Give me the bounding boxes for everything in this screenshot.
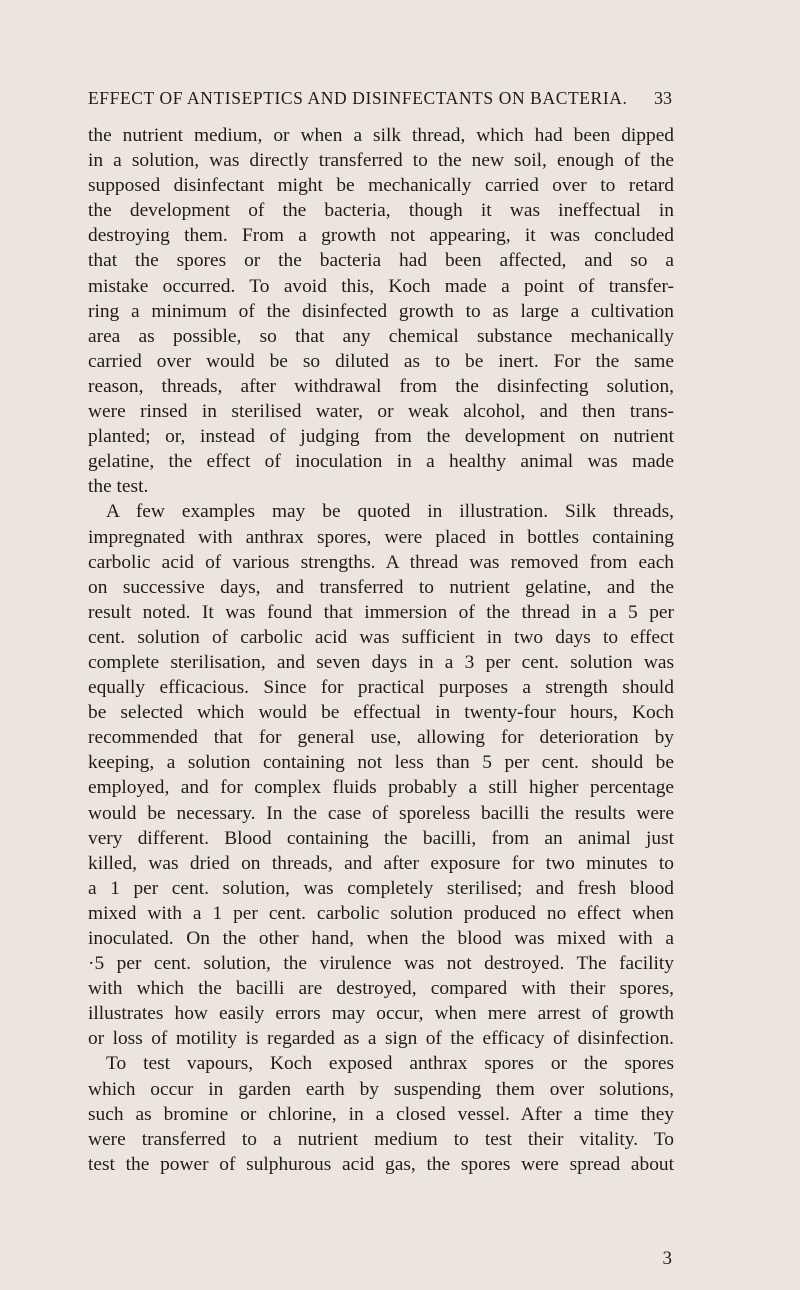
text-line: area as possible, so that any chemical substance mechanically: [88, 325, 674, 347]
text-line: the development of the bacteria, though it was ineffectual in: [88, 200, 674, 222]
text-line: ring a minimum of the disinfected growth to as large a cultivation: [88, 300, 674, 322]
text-line: reason, threads, after withdrawal from the disinfecting solution,: [88, 375, 674, 397]
text-line: planted; or, instead of judging from the development on nutrient: [88, 426, 674, 448]
text-line: be selected which would be effectual in twenty-four hours, Koch: [88, 702, 674, 724]
text-line: were transferred to a nutrient medium to test their vitality. To: [88, 1128, 674, 1150]
text-line: impregnated with anthrax spores, were placed in bottles containing: [88, 526, 674, 548]
text-line: which occur in garden earth by suspending them over solutions,: [88, 1078, 674, 1100]
text-line: ·5 per cent. solution, the virulence was not destroyed. The facility: [88, 953, 674, 975]
text-line: equally efficacious. Since for practical purposes a strength should: [88, 677, 674, 699]
text-line: the test.: [88, 476, 149, 498]
text-line: cent. solution of carbolic acid was sufficient in two days to effect: [88, 626, 674, 648]
text-line: complete sterilisation, and seven days in a 3 per cent. solution was: [88, 651, 674, 673]
text-line: such as bromine or chlorine, in a closed vessel. After a time they: [88, 1103, 674, 1125]
text-line: a 1 per cent. solution, was completely sterilised; and fresh blood: [88, 877, 674, 899]
text-line: keeping, a solution containing not less than 5 per cent. should be: [88, 752, 674, 774]
text-line: with which the bacilli are destroyed, compared with their spores,: [88, 978, 674, 1000]
running-title: EFFECT OF ANTISEPTICS AND DISINFECTANTS ON BACTERIA.: [88, 88, 628, 108]
text-line: carried over would be so diluted as to be inert. For the same: [88, 350, 674, 372]
text-line: in a solution, was directly transferred to the new soil, enough of the: [88, 150, 674, 172]
text-line: result noted. It was found that immersion of the thread in a 5 per: [88, 601, 674, 623]
text-line: mixed with a 1 per cent. carbolic solution produced no effect when: [88, 902, 674, 924]
text-line: test the power of sulphurous acid gas, the spores were spread about: [88, 1153, 674, 1175]
text-line: very different. Blood containing the bacilli, from an animal just: [88, 827, 674, 849]
text-line: employed, and for complex fluids probably a still higher percentage: [88, 777, 674, 799]
page-number: 33: [654, 88, 672, 108]
text-line: were rinsed in sterilised water, or weak alcohol, and then trans-: [88, 401, 674, 423]
text-line: inoculated. On the other hand, when the blood was mixed with a: [88, 928, 674, 949]
text-line: recommended that for general use, allowing for deterioration by: [88, 727, 674, 749]
text-line: killed, was dried on threads, and after exposure for two minutes to: [88, 852, 674, 874]
text-line: gelatine, the effect of inoculation in a healthy animal was made: [88, 451, 674, 473]
text-line: that the spores or the bacteria had been affected, and so a: [88, 250, 674, 272]
text-line: To test vapours, Koch exposed anthrax spores or the spores: [106, 1053, 674, 1075]
text-line: mistake occurred. To avoid this, Koch made a point of transfer-: [88, 275, 674, 297]
text-line: or loss of motility is regarded as a sign of the efficacy of disinfection.: [88, 1028, 674, 1050]
text-line: carbolic acid of various strengths. A thread was removed from each: [88, 551, 674, 573]
text-line: illustrates how easily errors may occur, when mere arrest of growth: [88, 1003, 674, 1025]
text-line: A few examples may be quoted in illustration. Silk threads,: [106, 501, 674, 523]
text-line: would be necessary. In the case of sporeless bacilli the results were: [88, 802, 674, 824]
text-line: on successive days, and transferred to nutrient gelatine, and the: [88, 576, 674, 598]
text-line: supposed disinfectant might be mechanically carried over to retard: [88, 175, 674, 197]
text-line: destroying them. From a growth not appearing, it was concluded: [88, 225, 674, 247]
body-text: [88, 123, 674, 1177]
signature-mark: 3: [662, 1248, 672, 1269]
text-line: the nutrient medium, or when a silk thread, which had been dipped: [88, 125, 674, 146]
